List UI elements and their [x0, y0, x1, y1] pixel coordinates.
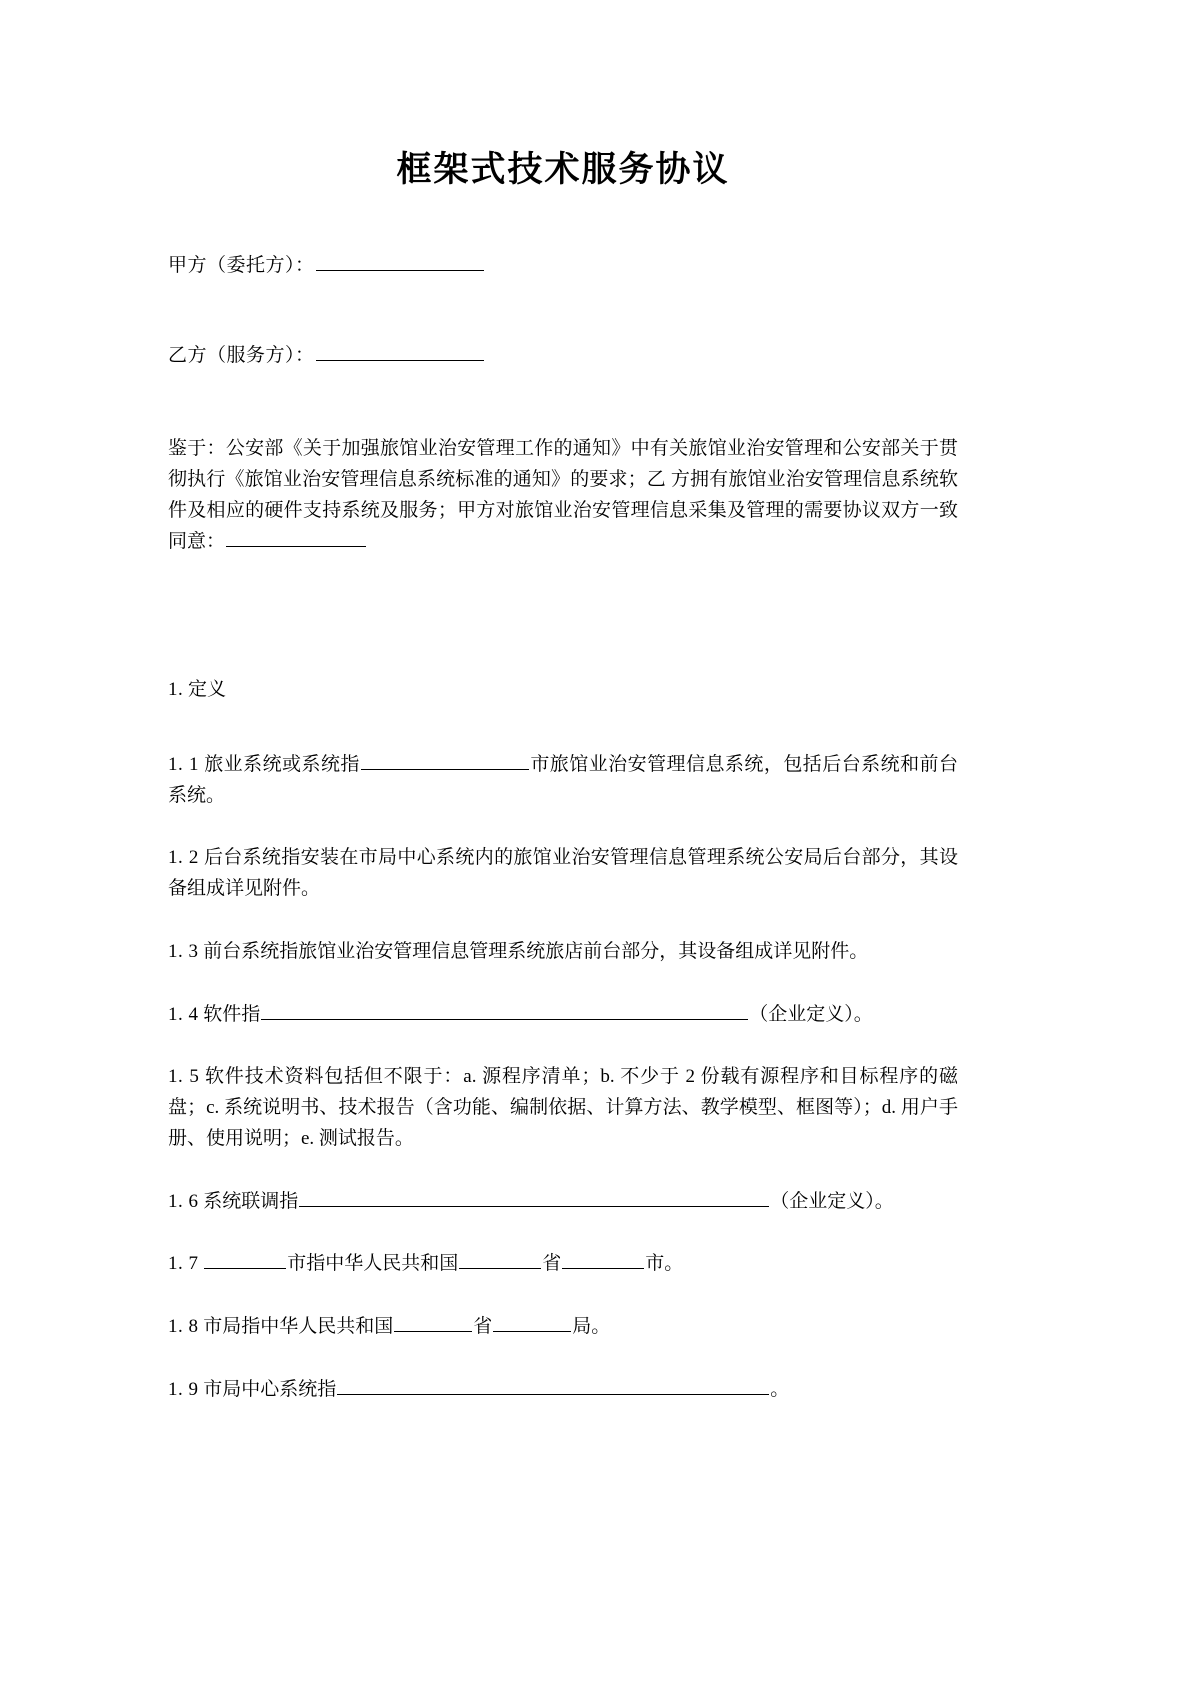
clause-text-a: 系统联调指	[203, 1190, 299, 1212]
party-label-jiafang: 甲方（委托方）：	[168, 254, 315, 276]
clause-text-a: 市指中华人民共和国	[287, 1253, 459, 1275]
clause-text-b: 省	[473, 1316, 493, 1338]
clause-text-a: 市局中心系统指	[203, 1378, 337, 1400]
clause-number: 1. 7	[168, 1253, 199, 1275]
clause-text-a: 市局指中华人民共和国	[203, 1316, 394, 1338]
clause-blank-city[interactable]	[361, 751, 529, 770]
preamble-blank-field[interactable]	[226, 528, 366, 547]
clause-text-a: 旅业系统或系统指	[204, 753, 360, 775]
preamble-text: 鉴于：公安部《关于加强旅馆业治安管理工作的通知》中有关旅馆业治安管理和公安部关于贯彻执行《旅馆业治安管理信息系统标准的通知》的要求；乙 方拥有旅馆业治安管理信息系统软件及相应的硬件支持系统及服务；甲方对旅馆业治安管理信息采集及管理的需要协议双方一致同意：	[168, 438, 958, 552]
clause-text-c: 局。	[572, 1316, 611, 1338]
clause-blank-commissioning[interactable]	[299, 1188, 769, 1207]
clause-number: 1. 1	[168, 753, 199, 775]
section-number: 1.	[168, 679, 184, 701]
clause-number: 1. 8	[168, 1316, 199, 1338]
clause-text-a: 软件技术资料包括但不限于：a. 源程序清单；b. 不少于 2 份载有源程序和目标程序的磁盘；c. 系统说明书、技术报告（含功能、编制依据、计算方法、教学模型、框图等）；d. 用户手册、使用说明；e. 测试报告。	[168, 1066, 959, 1149]
party-block	[168, 250, 958, 373]
clause-blank-province-2[interactable]	[394, 1313, 472, 1332]
clause-1-2	[168, 843, 958, 905]
clause-1-7	[168, 1249, 958, 1280]
clause-1-4	[168, 1000, 958, 1031]
clause-1-5	[168, 1062, 958, 1154]
clause-blank-province-1[interactable]	[459, 1250, 541, 1269]
clause-number: 1. 6	[168, 1190, 199, 1212]
clause-text-b: （企业定义）。	[749, 1003, 873, 1025]
clause-text-b: （企业定义）。	[770, 1190, 894, 1212]
clause-blank-bureau[interactable]	[493, 1313, 571, 1332]
clause-blank-city-1[interactable]	[204, 1250, 286, 1269]
section-title: 定义	[188, 679, 227, 701]
party-line-yifang	[168, 340, 958, 372]
clause-1-8	[168, 1312, 958, 1343]
clause-1-3	[168, 937, 958, 968]
clause-number: 1. 2	[168, 847, 199, 869]
clause-number: 1. 5	[168, 1066, 200, 1088]
party-label-yifang: 乙方（服务方）：	[168, 345, 315, 367]
clause-number: 1. 9	[168, 1378, 199, 1400]
clause-text-a: 前台系统指旅馆业治安管理信息管理系统旅店前台部分，其设备组成详见附件。	[203, 940, 869, 962]
clause-text-b: 市旅馆业治安管理信息系统，包括后台系统和前台系统。	[168, 753, 958, 806]
document-body	[168, 0, 958, 1425]
clause-number: 1. 3	[168, 940, 199, 962]
clause-blank-center-system[interactable]	[337, 1376, 769, 1395]
page-title: 框架式技术服务协议	[396, 149, 730, 190]
party-line-jiafang	[168, 250, 958, 282]
clause-number: 1. 4	[168, 1003, 199, 1025]
section-heading-definitions	[168, 675, 958, 705]
clause-blank-software[interactable]	[261, 1001, 748, 1020]
party-field-jiafang[interactable]	[316, 252, 484, 271]
clause-text-b: 省	[542, 1253, 562, 1275]
clause-1-9	[168, 1375, 958, 1406]
clause-1-1	[168, 750, 958, 812]
preamble-paragraph	[168, 434, 958, 557]
clause-text-a: 后台系统指安装在市局中心系统内的旅馆业治安管理信息管理系统公安局后台部分，其设备组成详见附件。	[168, 847, 958, 900]
clause-blank-city-2[interactable]	[562, 1250, 644, 1269]
clause-1-6	[168, 1187, 958, 1218]
clause-text-c: 市。	[645, 1253, 684, 1275]
party-field-yifang[interactable]	[316, 342, 484, 361]
clause-text-b: 。	[770, 1378, 790, 1400]
clause-text-a: 软件指	[203, 1003, 261, 1025]
